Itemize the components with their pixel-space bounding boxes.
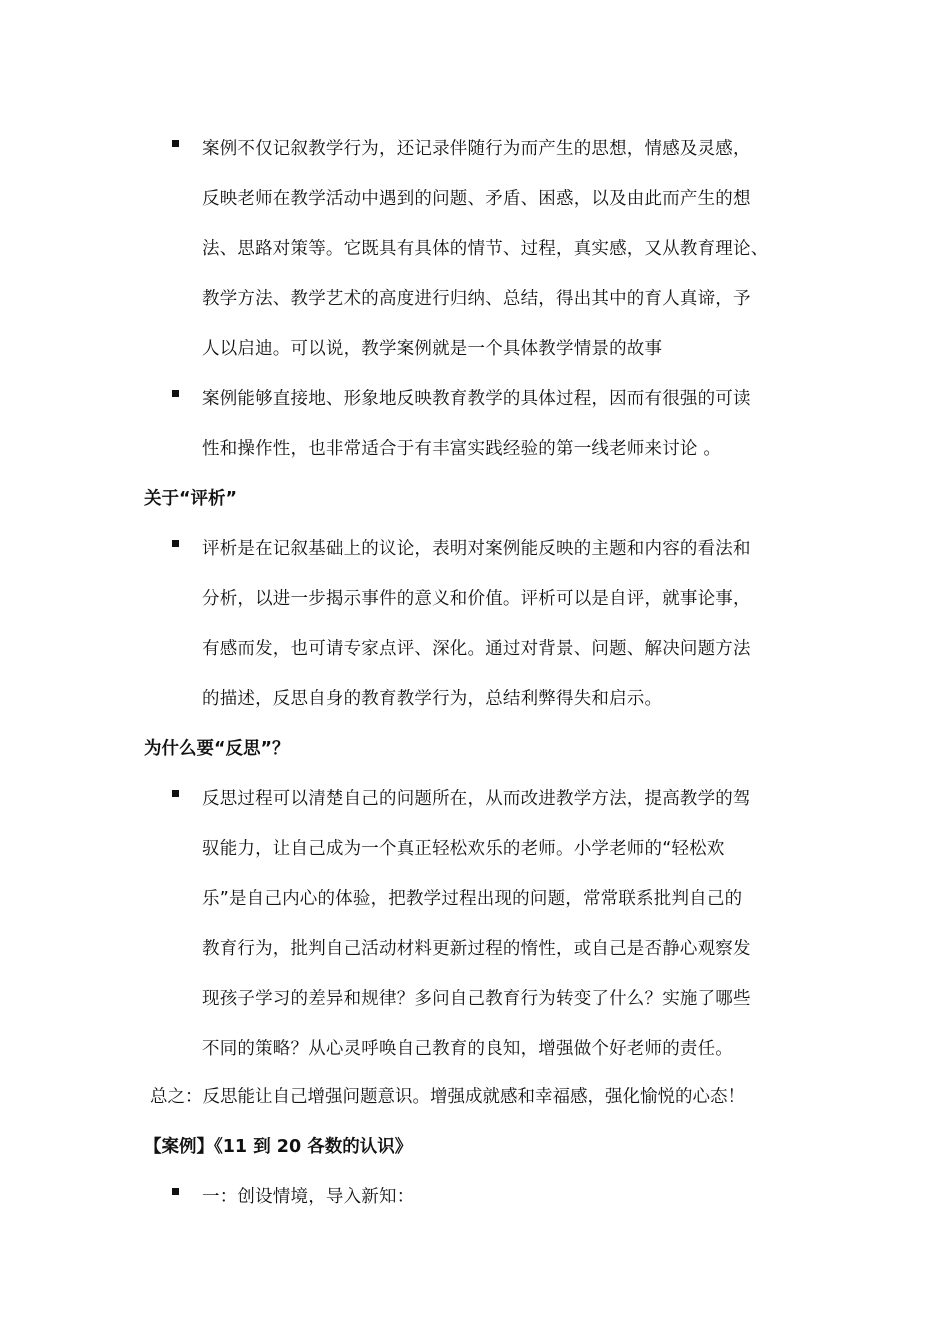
text-line: 现孩子学习的差异和规律？多问自己教育行为转变了什么？实施了哪些 — [202, 989, 751, 1009]
text-line: 反映老师在教学活动中遇到的问题、矛盾、困惑，以及由此而产生的想 — [202, 189, 751, 209]
text-line: 乐”是自己内心的体验，把教学过程出现的问题，常常联系批判自己的 — [202, 889, 743, 909]
text-line: 分析，以进一步揭示事件的意义和价值。评析可以是自评，就事论事， — [202, 589, 751, 609]
text-line: 的描述，反思自身的教育教学行为，总结利弊得失和启示。 — [202, 689, 663, 709]
bullet-square-icon — [172, 790, 179, 797]
text-line: 案例不仅记叙教学行为，还记录伴随行为而产生的思想，情感及灵感， — [202, 139, 751, 159]
paragraph — [202, 374, 812, 474]
text-line: 法、思路对策等。它既具有具体的情节、过程，真实感，又从教育理论、 — [202, 239, 769, 259]
list-item — [172, 524, 812, 724]
text-line: 人以启迪。可以说，教学案例就是一个具体教学情景的故事 — [202, 339, 663, 359]
paragraph — [202, 1172, 812, 1222]
section-heading: 为什么要“反思”？ — [144, 739, 290, 759]
text-line: 评析是在记叙基础上的议论，表明对案例能反映的主题和内容的看法和 — [202, 539, 751, 559]
section-heading: 关于“评析” — [144, 489, 238, 509]
bullet-square-icon — [172, 540, 179, 547]
text-line: 一：创设情境，导入新知： — [202, 1187, 415, 1207]
bullet-square-icon — [172, 1188, 179, 1195]
case-heading: 【案例】《11 到 20 各数的认识》 — [144, 1137, 413, 1157]
text-line: 反思过程可以清楚自己的问题所在，从而改进教学方法，提高教学的驾 — [202, 789, 751, 809]
text-line: 性和操作性，也非常适合于有丰富实践经验的第一线老师来讨论 。 — [202, 439, 722, 459]
text-line: 案例能够直接地、形象地反映教育教学的具体过程，因而有很强的可读 — [202, 389, 751, 409]
summary-text: 总之：反思能让自己增强问题意识。增强成就感和幸福感，强化愉悦的心态！ — [150, 1087, 745, 1107]
bullet-square-icon — [172, 390, 179, 397]
list-item — [172, 374, 812, 474]
list-item — [172, 124, 812, 374]
paragraph — [202, 774, 812, 1074]
bullet-square-icon — [172, 140, 179, 147]
list-item — [172, 1172, 812, 1222]
text-line: 不同的策略？从心灵呼唤自己教育的良知，增强做个好老师的责任。 — [202, 1039, 733, 1059]
text-line: 教学方法、教学艺术的高度进行归纳、总结，得出其中的育人真谛，予 — [202, 289, 751, 309]
list-item — [172, 774, 812, 1074]
text-line: 教育行为，批判自己活动材料更新过程的惰性，或自己是否静心观察发 — [202, 939, 751, 959]
text-line: 驭能力，让自己成为一个真正轻松欢乐的老师。小学老师的“轻松欢 — [202, 839, 725, 859]
paragraph — [202, 124, 812, 374]
text-line: 有感而发，也可请专家点评、深化。通过对背景、问题、解决问题方法 — [202, 639, 751, 659]
paragraph — [202, 524, 812, 724]
